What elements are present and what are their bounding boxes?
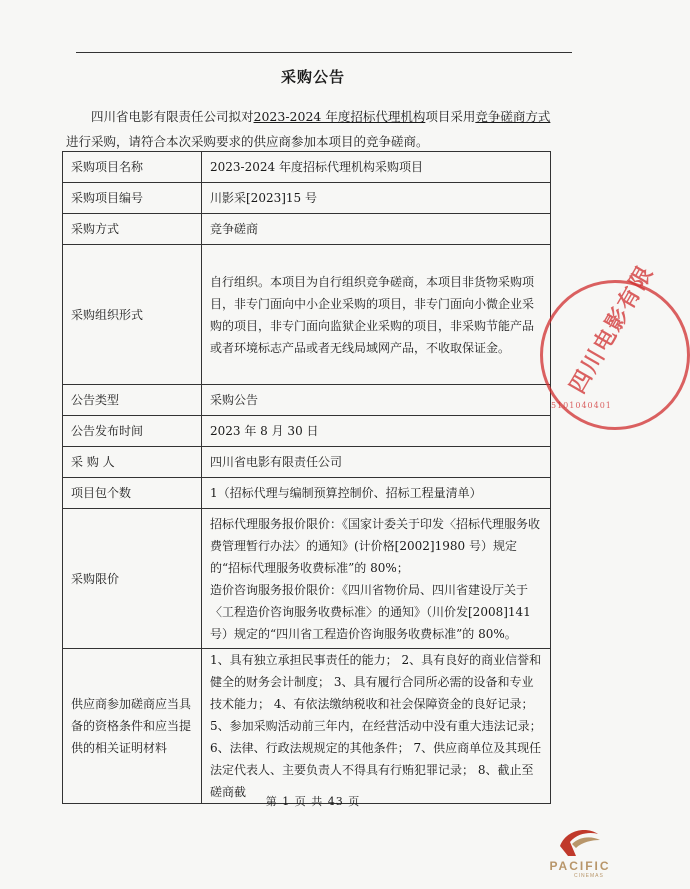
seal-code: 5101040401 bbox=[551, 401, 612, 410]
top-rule bbox=[76, 52, 572, 53]
row-label: 公告类型 bbox=[63, 385, 202, 416]
row-value: 四川省电影有限责任公司 bbox=[202, 447, 551, 478]
row-label: 项目包个数 bbox=[63, 478, 202, 509]
row-value: 2023-2024 年度招标代理机构采购项目 bbox=[202, 152, 551, 183]
table-row bbox=[63, 385, 551, 416]
row-label: 采购项目编号 bbox=[63, 183, 202, 214]
intro-part2: 项目采用 bbox=[425, 109, 476, 124]
pacific-cinemas-logo bbox=[536, 826, 624, 882]
intro-method: 竞争磋商方式 bbox=[475, 109, 551, 124]
logo-name: PACIFIC bbox=[549, 859, 611, 873]
table-row bbox=[63, 478, 551, 509]
row-value: 川影采[2023]15 号 bbox=[202, 183, 551, 214]
row-label: 公告发布时间 bbox=[63, 416, 202, 447]
company-seal bbox=[540, 260, 690, 430]
row-value: 2023 年 8 月 30 日 bbox=[202, 416, 551, 447]
intro-part1: 四川省电影有限责任公司拟对 bbox=[91, 109, 254, 124]
row-value: 竞争磋商 bbox=[202, 214, 551, 245]
intro-project: 2023-2024 年度招标代理机构 bbox=[253, 109, 426, 124]
logo-sub: CINEMAS bbox=[574, 873, 604, 879]
row-value: 自行组织。本项目为自行组织竞争磋商，本项目非货物采购项目，非专门面向中小企业采购的项目，非专门面向小微企业采购的项目，非专门面向监狱企业采购的项目，非采购节能产品或者环境标志产品或者无线局域网产品，不收取保证金。 bbox=[202, 245, 551, 385]
row-value: 1、具有独立承担民事责任的能力； 2、具有良好的商业信誉和健全的财务会计制度； 3、具有履行合同所必需的设备和专业技术能力； 4、有依法缴纳税收和社会保障资金的良好记录； 5、参加采购活动前三年内，在经营活动中没有重大违法记录； 6、法律、行政法规规定的其他条件； 7、供应商单位及其现任法定代表人、主要负责人不得具有行贿犯罪记录； 8、截止至磋商截 bbox=[202, 649, 551, 804]
row-value: 采购公告 bbox=[202, 385, 551, 416]
table-row bbox=[63, 649, 551, 804]
table-row bbox=[63, 447, 551, 478]
document-title: 采购公告 bbox=[280, 68, 345, 86]
row-label: 采 购 人 bbox=[63, 447, 202, 478]
table-row bbox=[63, 509, 551, 649]
procurement-table bbox=[62, 151, 551, 804]
seal-text: 四川电影有限 bbox=[564, 260, 659, 398]
row-value: 1（招标代理与编制预算控制价、招标工程量清单） bbox=[202, 478, 551, 509]
table-row bbox=[63, 416, 551, 447]
row-label: 供应商参加磋商应当具备的资格条件和应当提供的相关证明材料 bbox=[63, 649, 202, 804]
row-label: 采购方式 bbox=[63, 214, 202, 245]
intro-paragraph bbox=[66, 104, 560, 154]
row-label: 采购组织形式 bbox=[63, 245, 202, 385]
table-row bbox=[63, 214, 551, 245]
table-row bbox=[63, 245, 551, 385]
row-label: 采购项目名称 bbox=[63, 152, 202, 183]
table-row bbox=[63, 183, 551, 214]
intro-part3: 进行采购，请符合本次采购要求的供应商参加本项目的竞争磋商。 bbox=[66, 134, 429, 149]
table-row bbox=[63, 152, 551, 183]
logo-mark-icon bbox=[556, 826, 602, 858]
row-label: 采购限价 bbox=[63, 509, 202, 649]
page-footer: 第 1 页 共 43 页 bbox=[265, 795, 361, 808]
row-value: 招标代理服务报价限价：《国家计委关于印发〈招标代理服务收费管理暂行办法〉的通知》(计价格[2002]1980 号）规定的“招标代理服务收费标准”的 80%； 造价咨询服务报价限价：《四川省物价局、四川省建设厅关于〈工程造价咨询服务收费标准〉的通知》（川价发[2008]141 号）规定的“四川省工程造价咨询服务收费标准”的 80%。 bbox=[202, 509, 551, 649]
